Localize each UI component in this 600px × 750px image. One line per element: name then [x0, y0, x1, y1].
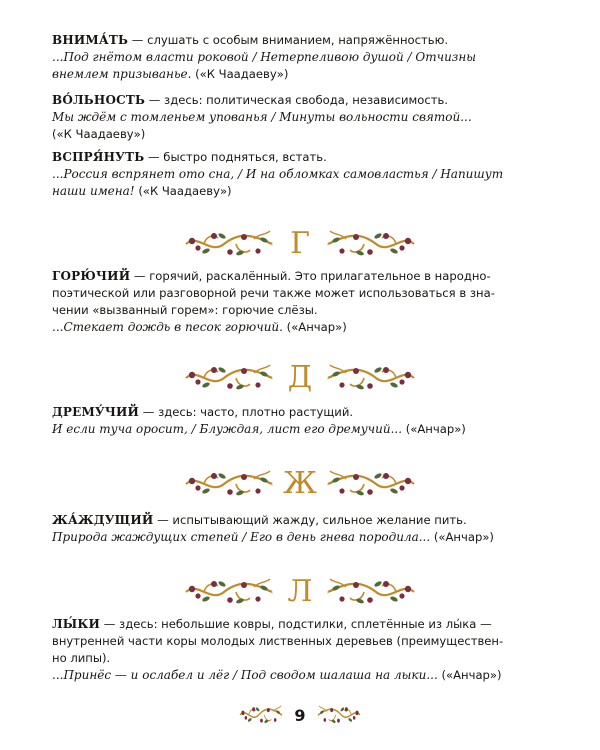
entry-source: («Анчар»)	[430, 530, 494, 544]
entry-source: («Анчар»)	[402, 422, 466, 436]
entry-lyki	[52, 616, 550, 684]
entry-headword: ВСПРЯ́НУТЬ	[52, 150, 145, 164]
entry-definition-cont: поэтической или разговорной речи также может использоваться в зна-	[52, 286, 495, 300]
entry-definition: — слушать с особым вниманием, напряжённостью.	[128, 33, 449, 47]
entry-source: («К Чаадаеву»)	[134, 184, 232, 198]
entry-definition: — здесь: небольшие ковры, подстилки, сплетённые из лы́ка —	[100, 617, 492, 631]
section-divider-l	[160, 570, 440, 614]
section-divider-d	[160, 356, 440, 400]
entry-definition: — здесь: часто, плотно растущий.	[139, 405, 354, 419]
floral-ornament-icon	[239, 703, 283, 727]
entry-definition: — быстро подняться, встать.	[144, 150, 327, 164]
entry-definition: — здесь: политическая свобода, независимость.	[145, 93, 448, 107]
entry-definition: — испытывающий жажду, сильное желание пить.	[153, 513, 467, 527]
entry-quote: Мы ждём с томленьем упованья / Минуты вольности святой...	[52, 110, 472, 124]
entry-quote: И если туча оросит, / Блуждая, лист его дремучий...	[52, 422, 403, 436]
entry-goryuchiy	[52, 268, 550, 336]
section-letter: Д	[287, 360, 313, 395]
floral-ornament-icon	[184, 227, 274, 261]
floral-ornament-icon	[317, 703, 361, 727]
floral-ornament-icon	[326, 227, 416, 261]
section-divider-g	[160, 222, 440, 266]
floral-ornament-icon	[326, 467, 416, 501]
entry-definition-cont: чении «вызванный горем»: горючие слёзы.	[52, 303, 318, 317]
entry-vspryanut	[52, 149, 550, 200]
entry-dremuchiy	[52, 404, 550, 438]
section-letter: Г	[290, 226, 310, 261]
entry-quote: ...Принёс — и ослабел и лёг / Под сводом шалаша на лыки...	[52, 668, 438, 682]
floral-ornament-icon	[326, 361, 416, 395]
entry-quote-end: наши имена!	[52, 184, 135, 198]
floral-ornament-icon	[184, 467, 274, 501]
floral-ornament-icon	[184, 575, 274, 609]
entry-quote-end: внемлем призыванье.	[52, 67, 192, 81]
entry-source: («К Чаадаеву»)	[191, 67, 289, 81]
floral-ornament-icon	[184, 361, 274, 395]
section-divider-zh	[160, 462, 440, 506]
entry-quote: Природа жаждущих степей / Его в день гнева породила...	[52, 530, 431, 544]
entry-definition: — горячий, раскалённый. Это прилагательное в народно-	[130, 269, 491, 283]
entry-headword: ВНИМА́ТЬ	[52, 33, 129, 47]
section-letter: Л	[287, 574, 313, 609]
entry-quote: ...Россия вспрянет ото сна, / И на обломках самовластья / Напишут	[52, 167, 504, 181]
entry-headword: ДРЕМУ́ЧИЙ	[52, 405, 140, 419]
entry-volnost	[52, 92, 550, 143]
entry-headword: ГОРЮ́ЧИЙ	[52, 269, 131, 283]
entry-headword: ЖА́ЖДУЩИЙ	[52, 513, 154, 527]
entry-definition-cont: но липы).	[52, 651, 111, 665]
entry-zhazhdushchiy	[52, 512, 550, 546]
entry-quote: ...Под гнётом власти роковой / Нетерпеливою душой / Отчизны	[52, 50, 477, 64]
entry-headword: ВО́ЛЬНОСТЬ	[52, 93, 146, 107]
page-folio	[230, 700, 370, 730]
entry-source: («Анчар»)	[437, 668, 502, 682]
entry-quote: ...Стекает дождь в песок горючий.	[52, 320, 283, 334]
entry-definition-cont: внутренней части коры молодых лиственных деревьев (преимуществен-	[52, 634, 504, 648]
entry-vnimat	[52, 32, 550, 83]
section-letter: Ж	[283, 466, 317, 501]
page-number: 9	[294, 705, 306, 725]
entry-source: («К Чаадаеву»)	[52, 127, 146, 141]
floral-ornament-icon	[326, 575, 416, 609]
entry-headword: ЛЫ́КИ	[52, 617, 101, 631]
entry-source: («Анчар»)	[282, 320, 347, 334]
